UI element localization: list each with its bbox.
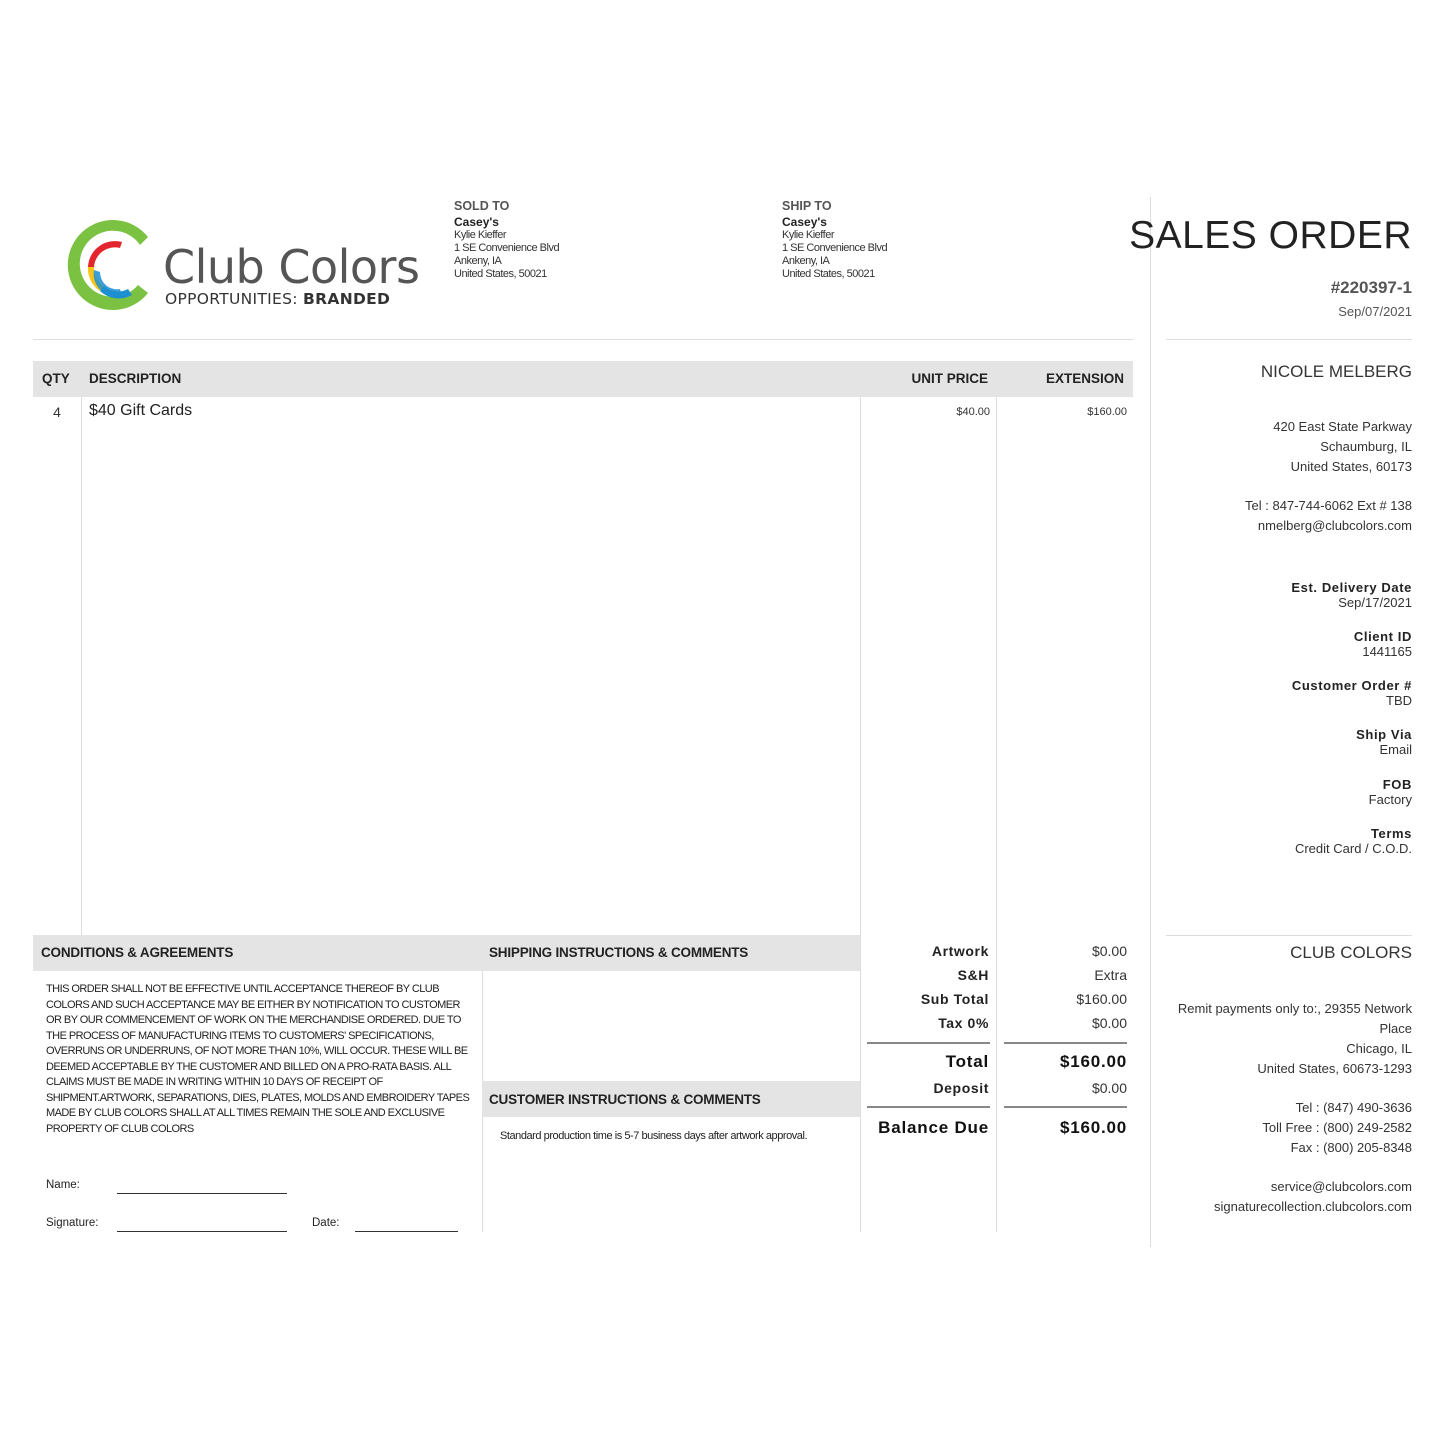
- sold-to-country: United States, 50021: [454, 268, 547, 280]
- extension-column-header: EXTENSION: [1045, 371, 1124, 386]
- detail-value: Email: [1379, 742, 1412, 757]
- order-number: #220397-1: [1330, 278, 1412, 297]
- logo-wordmark: Club Colors: [163, 240, 420, 294]
- rep-address: [1273, 417, 1412, 477]
- sales-rep-name: NICOLE MELBERG: [1260, 362, 1412, 381]
- remit-line4: United States, 60673-1293: [1257, 1061, 1412, 1076]
- right-panel-divider: [1150, 197, 1151, 1247]
- logo-tag-prefix: OPPORTUNITIES:: [165, 290, 298, 308]
- detail-value: Sep/17/2021: [1338, 595, 1412, 610]
- rep-address-line3: United States, 60173: [1290, 459, 1412, 474]
- remit-web: signaturecollection.clubcolors.com: [1214, 1199, 1412, 1214]
- balance-due-label: Balance Due: [878, 1118, 989, 1137]
- detail-label: Terms: [1370, 826, 1412, 841]
- ship-to-heading: SHIP TO: [782, 199, 832, 213]
- deposit-label: Deposit: [933, 1080, 989, 1096]
- sold-to-city: Ankeny, IA: [454, 255, 502, 267]
- remit-company: CLUB COLORS: [1290, 943, 1412, 962]
- column-divider: [81, 397, 82, 935]
- artwork-label: Artwork: [931, 943, 989, 959]
- sold-to-heading: SOLD TO: [454, 199, 510, 213]
- remit-online: [1214, 1177, 1412, 1217]
- rep-contact: [1245, 496, 1412, 536]
- balance-rule: [867, 1106, 990, 1108]
- detail-value: Credit Card / C.O.D.: [1294, 841, 1412, 856]
- remit-line2: Place: [1379, 1021, 1412, 1036]
- description-column-header: DESCRIPTION: [89, 371, 182, 386]
- signature-input-line[interactable]: [117, 1231, 287, 1232]
- detail-fob: [1369, 777, 1412, 807]
- ship-to-name: Casey's: [782, 215, 827, 229]
- tax-value: $0.00: [1091, 1015, 1127, 1031]
- total-label: Total: [945, 1052, 989, 1071]
- balance-rule: [1004, 1106, 1127, 1108]
- detail-label: Est. Delivery Date: [1291, 580, 1412, 595]
- sold-to-block: [454, 200, 559, 281]
- detail-terms: [1295, 826, 1412, 856]
- detail-value: TBD: [1386, 693, 1412, 708]
- signature-label: Signature:: [46, 1217, 99, 1229]
- remit-email: service@clubcolors.com: [1270, 1179, 1412, 1194]
- conditions-text: THIS ORDER SHALL NOT BE EFFECTIVE UNTIL ACCEPTANCE THEREOF BY CLUB COLORS AND SUCH ACCEPTANCE MAY BE EITHER BY NOTIFICATION TO CUSTOMER OR BY OUR COMMENCEMENT OF WORK ON THE MERCHANDISE ORDERED. DUE TO THE PROCESS OF MANUFACTURING ITEMS TO CUSTOMERS' SPECIFICATIONS, OVERRUNS OR UNDERRUNS, OF NOT MORE THAN 10%, WILL OCCUR. THESE WILL BE DEEMED ACCEPTABLE BY THE CUSTOMER AND BILLED ON A PRO-RATA BASIS. ALL CLAIMS MUST BE MADE IN WRITING WITHIN 10 DAYS OF RECEIPT OF SHIPMENT.ARTWORK, SEPARATIONS, DIES, PLATES, MOLDS AND EMBROIDERY TAPES MADE BY CLUB COLORS SHALL AT ALL TIMES REMAIN THE SOLE AND EXCLUSIVE PROPERTY OF CLUB COLORS: [46, 983, 470, 1135]
- ship-to-city: Ankeny, IA: [782, 255, 830, 267]
- deposit-value: $0.00: [1091, 1080, 1127, 1096]
- detail-label: Customer Order #: [1291, 678, 1412, 693]
- name-label: Name:: [46, 1179, 80, 1191]
- column-divider: [860, 397, 861, 1232]
- total-value: $160.00: [1059, 1052, 1127, 1071]
- remit-line1: Remit payments only to:, 29355 Network: [1177, 1001, 1412, 1016]
- detail-value: 1441165: [1362, 644, 1412, 659]
- detail-label: Ship Via: [1356, 727, 1412, 742]
- detail-est-delivery: [1291, 580, 1412, 610]
- ship-to-street: 1 SE Convenience Blvd: [782, 242, 888, 254]
- detail-label: FOB: [1382, 777, 1412, 792]
- total-rule: [1004, 1042, 1127, 1044]
- logo-c-mark-icon: [60, 215, 160, 315]
- rep-phone: Tel : 847-744-6062 Ext # 138: [1245, 498, 1412, 513]
- sold-to-street: 1 SE Convenience Blvd: [454, 242, 560, 254]
- detail-ship-via: [1356, 727, 1412, 757]
- item-extension: $160.00: [1087, 406, 1127, 418]
- ship-to-country: United States, 50021: [782, 268, 875, 280]
- name-input-line[interactable]: [117, 1193, 287, 1194]
- right-header-divider: [1166, 339, 1412, 340]
- item-description: $40 Gift Cards: [89, 402, 193, 419]
- remit-address: [1178, 999, 1412, 1079]
- remit-divider: [1166, 935, 1412, 936]
- conditions-title: CONDITIONS & AGREEMENTS: [41, 945, 234, 960]
- rep-address-line1: 420 East State Parkway: [1273, 419, 1412, 434]
- customer-instructions-text: Standard production time is 5-7 business days after artwork approval.: [500, 1130, 808, 1142]
- sold-to-contact: Kylie Kieffer: [454, 229, 506, 241]
- detail-value: Factory: [1368, 792, 1412, 807]
- document-title: SALES ORDER: [1129, 214, 1412, 257]
- detail-label: Client ID: [1353, 629, 1412, 644]
- header-divider: [33, 339, 1133, 340]
- detail-client-id: [1354, 629, 1412, 659]
- remit-line3: Chicago, IL: [1346, 1041, 1412, 1056]
- logo-tagline: [165, 290, 390, 308]
- rep-address-line2: Schaumburg, IL: [1320, 439, 1412, 454]
- sh-label: S&H: [957, 967, 989, 983]
- item-qty: 4: [53, 404, 61, 420]
- remit-phones: [1262, 1098, 1412, 1158]
- sold-to-name: Casey's: [454, 215, 499, 229]
- subtotal-value: $160.00: [1076, 991, 1127, 1007]
- remit-tel: Tel : (847) 490-3636: [1295, 1100, 1412, 1115]
- tax-label: Tax 0%: [938, 1015, 989, 1031]
- customer-instructions-title: CUSTOMER INSTRUCTIONS & COMMENTS: [489, 1092, 761, 1107]
- total-rule: [867, 1042, 990, 1044]
- shipping-instructions-title: SHIPPING INSTRUCTIONS & COMMENTS: [489, 945, 749, 960]
- remit-fax: Fax : (800) 205-8348: [1290, 1140, 1412, 1155]
- detail-customer-order: [1292, 678, 1412, 708]
- qty-column-header: QTY: [42, 371, 70, 386]
- date-label: Date:: [312, 1217, 340, 1229]
- ship-to-contact: Kylie Kieffer: [782, 229, 834, 241]
- balance-due-value: $160.00: [1059, 1118, 1127, 1137]
- logo-tag-suffix: BRANDED: [303, 290, 391, 308]
- artwork-value: $0.00: [1091, 943, 1127, 959]
- rep-email: nmelberg@clubcolors.com: [1257, 518, 1412, 533]
- ship-to-block: [782, 200, 887, 281]
- date-input-line[interactable]: [355, 1231, 458, 1232]
- subtotal-label: Sub Total: [920, 991, 989, 1007]
- column-divider: [996, 397, 997, 1232]
- item-unit-price: $40.00: [956, 406, 990, 418]
- sh-value: Extra: [1094, 967, 1127, 983]
- unit-price-column-header: UNIT PRICE: [911, 371, 988, 386]
- order-date: Sep/07/2021: [1338, 304, 1412, 319]
- remit-tollfree: Toll Free : (800) 249-2582: [1262, 1120, 1412, 1135]
